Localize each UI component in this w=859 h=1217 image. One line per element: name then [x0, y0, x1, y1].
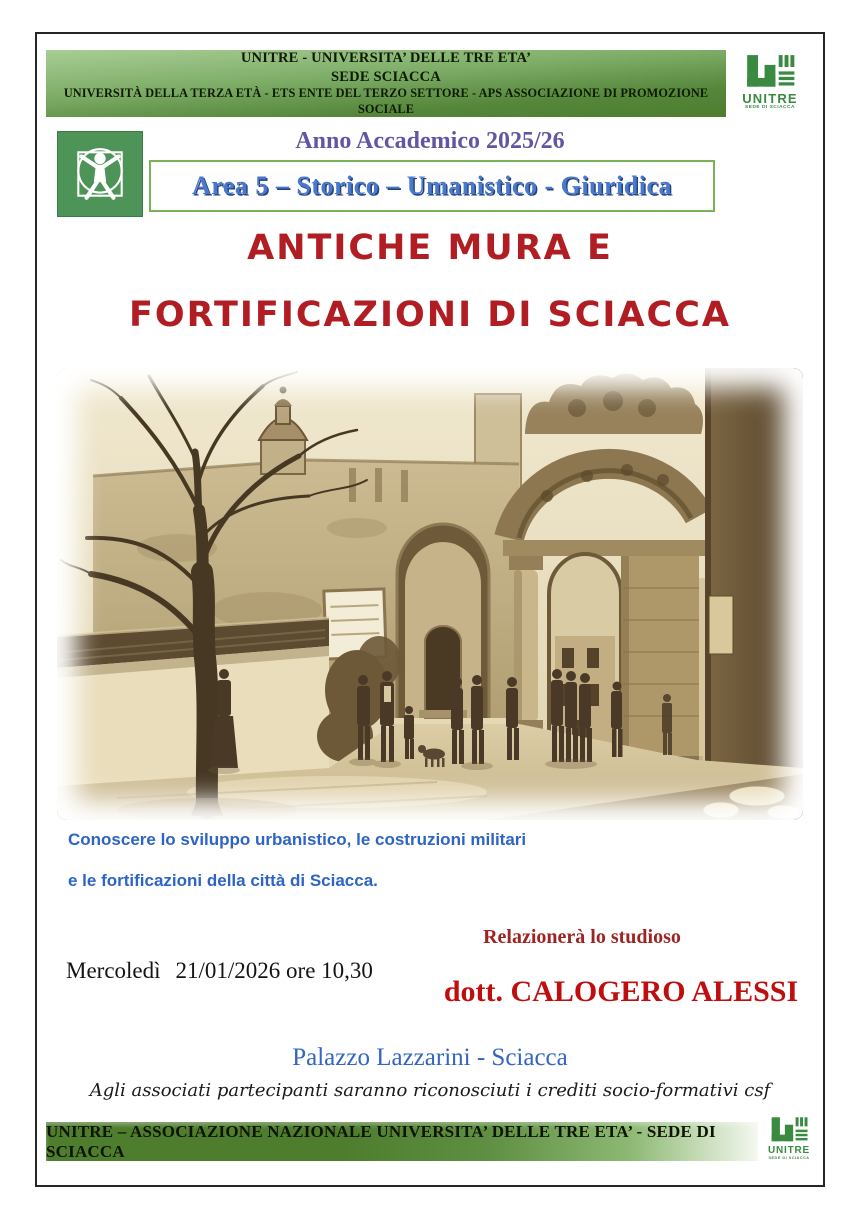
area-box: [149, 160, 715, 212]
footer-banner: [46, 1122, 758, 1161]
event-datetime: [66, 958, 373, 984]
event-title-line1: ANTICHE MURA E: [247, 228, 613, 268]
historic-photo-image: [57, 368, 803, 820]
description-line1: Conoscere lo sviluppo urbanistico, le costruzioni militari: [68, 830, 527, 849]
header-banner-green: [46, 50, 726, 117]
unitre-logo-subtitle: SEDE DI SCIACCA: [745, 105, 795, 111]
unitre-logo-top: [726, 50, 814, 117]
event-location: Palazzo Lazzarini - Sciacca: [292, 1044, 568, 1071]
unitre-logo-subtitle: SEDE DI SCIACCA: [768, 1155, 810, 1160]
credits-note: Agli associati partecipanti saranno riconosciuti i crediti socio-formativi csf: [89, 1080, 771, 1101]
area-label: Area 5 – Storico – Umanistico - Giuridica: [191, 171, 673, 200]
event-title-line2: FORTIFICAZIONI DI SCIACCA: [128, 295, 732, 335]
event-day: Mercoledì: [66, 958, 161, 983]
speaker-name: dott. CALOGERO ALESSI: [443, 975, 799, 1008]
header-line2: SEDE SCIACCA: [331, 68, 441, 85]
unitre-logo-bottom: [759, 1110, 819, 1168]
footer-text: UNITRE – ASSOCIAZIONE NAZIONALE UNIVERSITA’ DELLE TRE ETA’ - SEDE DI SCIACCA: [46, 1121, 716, 1161]
header-line1: UNITRE - UNIVERSITA’ DELLE TRE ETA’: [240, 50, 532, 67]
header-line3: UNIVERSITÀ DELLA TERZA ETÀ - ETS ENTE DEL TERZO SETTORE - APS ASSOCIAZIONE DI PROMOZIONE SOCIALE: [63, 85, 709, 116]
academic-year: Anno Accademico 2025/26: [295, 128, 565, 154]
unitre-logo-icon: [770, 1117, 808, 1144]
speaker-intro: Relazionerà lo studioso: [483, 926, 681, 948]
header-banner: [46, 50, 814, 117]
unitre-logo-name: UNITRE: [767, 1144, 811, 1156]
event-date-time: 21/01/2026 ore 10,30: [175, 958, 373, 983]
event-description: [68, 830, 526, 891]
unitre-logo-icon: [745, 55, 795, 90]
poster-frame: [35, 32, 825, 1187]
description-line2: e le fortificazioni della città di Sciacca.: [68, 871, 378, 890]
historic-photo: [57, 368, 803, 820]
unitre-logo-name: UNITRE: [742, 91, 798, 107]
event-title: [37, 228, 823, 335]
